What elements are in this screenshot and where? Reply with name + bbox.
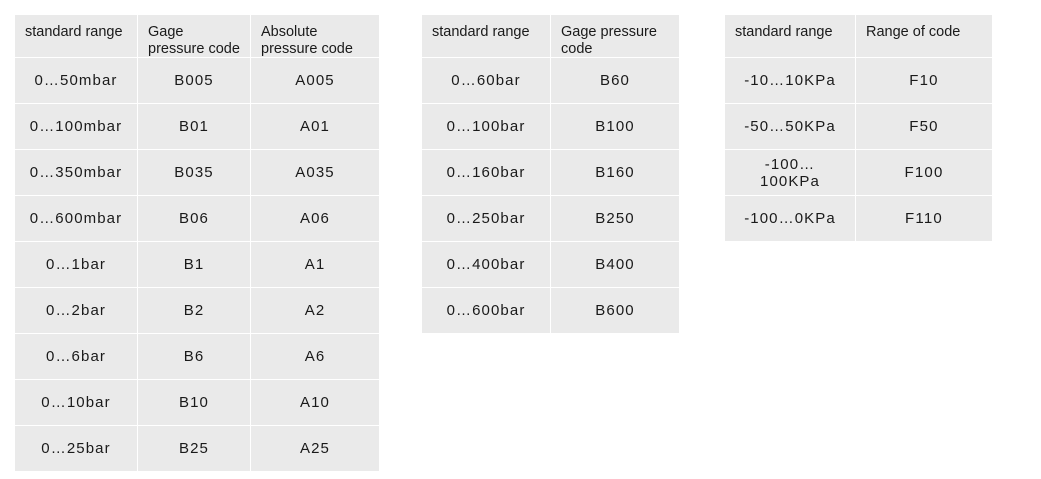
vacuum-range-code-table [724, 14, 993, 242]
column-header-standard-range: standard range [725, 15, 855, 57]
table-row [725, 150, 992, 195]
cell-standard-range: 0…160bar [422, 150, 550, 195]
cell-standard-range: 0…600mbar [15, 196, 137, 241]
vacuum-range-code-table-block [724, 14, 993, 242]
cell-absolute-pressure-code: A005 [251, 58, 379, 103]
cell-gage-pressure-code: B400 [551, 242, 679, 287]
cell-range-of-code: F50 [856, 104, 992, 149]
column-header-gage-pressure-code: Gage pressure code [138, 15, 250, 57]
table-row [15, 104, 379, 149]
cell-absolute-pressure-code: A1 [251, 242, 379, 287]
table-row [15, 334, 379, 379]
cell-gage-pressure-code: B06 [138, 196, 250, 241]
cell-standard-range: 0…6bar [15, 334, 137, 379]
cell-gage-pressure-code: B01 [138, 104, 250, 149]
high-pressure-range-code-table [421, 14, 680, 334]
cell-gage-pressure-code: B1 [138, 242, 250, 287]
cell-gage-pressure-code: B25 [138, 426, 250, 471]
table-row [15, 288, 379, 333]
cell-absolute-pressure-code: A25 [251, 426, 379, 471]
table-row [725, 104, 992, 149]
cell-absolute-pressure-code: A6 [251, 334, 379, 379]
cell-standard-range: -100…100KPa [725, 150, 855, 195]
cell-gage-pressure-code: B6 [138, 334, 250, 379]
pressure-range-code-table [14, 14, 380, 472]
table-row [422, 150, 679, 195]
table-row [15, 58, 379, 103]
cell-standard-range: 0…600bar [422, 288, 550, 333]
table-row [15, 196, 379, 241]
table-header-row [15, 15, 379, 57]
table-row [422, 104, 679, 149]
cell-gage-pressure-code: B10 [138, 380, 250, 425]
cell-standard-range: 0…350mbar [15, 150, 137, 195]
table-row [15, 426, 379, 471]
cell-standard-range: -50…50KPa [725, 104, 855, 149]
column-header-absolute-pressure-code: Absolute pressure code [251, 15, 379, 57]
cell-standard-range: 0…25bar [15, 426, 137, 471]
cell-standard-range: 0…2bar [15, 288, 137, 333]
cell-standard-range: 0…50mbar [15, 58, 137, 103]
cell-standard-range: 0…60bar [422, 58, 550, 103]
cell-standard-range: -10…10KPa [725, 58, 855, 103]
table-row [422, 196, 679, 241]
table-row [15, 242, 379, 287]
cell-standard-range: 0…10bar [15, 380, 137, 425]
cell-absolute-pressure-code: A01 [251, 104, 379, 149]
cell-gage-pressure-code: B100 [551, 104, 679, 149]
cell-range-of-code: F110 [856, 196, 992, 241]
cell-absolute-pressure-code: A035 [251, 150, 379, 195]
table-row [422, 242, 679, 287]
cell-range-of-code: F100 [856, 150, 992, 195]
table-header-row [422, 15, 679, 57]
cell-standard-range: 0…100mbar [15, 104, 137, 149]
table-row [422, 288, 679, 333]
cell-standard-range: 0…250bar [422, 196, 550, 241]
pressure-range-code-table-block [14, 14, 380, 472]
table-row [15, 150, 379, 195]
high-pressure-range-code-table-block [421, 14, 680, 334]
cell-gage-pressure-code: B600 [551, 288, 679, 333]
cell-standard-range: 0…100bar [422, 104, 550, 149]
cell-gage-pressure-code: B005 [138, 58, 250, 103]
table-header-row [725, 15, 992, 57]
cell-gage-pressure-code: B250 [551, 196, 679, 241]
cell-standard-range: 0…400bar [422, 242, 550, 287]
cell-standard-range: -100…0KPa [725, 196, 855, 241]
table-row [422, 58, 679, 103]
cell-gage-pressure-code: B035 [138, 150, 250, 195]
cell-gage-pressure-code: B60 [551, 58, 679, 103]
table-row [725, 58, 992, 103]
table-row [15, 380, 379, 425]
column-header-standard-range: standard range [422, 15, 550, 57]
cell-gage-pressure-code: B2 [138, 288, 250, 333]
cell-absolute-pressure-code: A06 [251, 196, 379, 241]
column-header-standard-range: standard range [15, 15, 137, 57]
cell-range-of-code: F10 [856, 58, 992, 103]
table-row [725, 196, 992, 241]
tables-container [14, 14, 993, 472]
column-header-range-of-code: Range of code [856, 15, 992, 57]
cell-absolute-pressure-code: A2 [251, 288, 379, 333]
cell-absolute-pressure-code: A10 [251, 380, 379, 425]
cell-standard-range: 0…1bar [15, 242, 137, 287]
cell-gage-pressure-code: B160 [551, 150, 679, 195]
column-header-gage-pressure-code: Gage pressure code [551, 15, 679, 57]
